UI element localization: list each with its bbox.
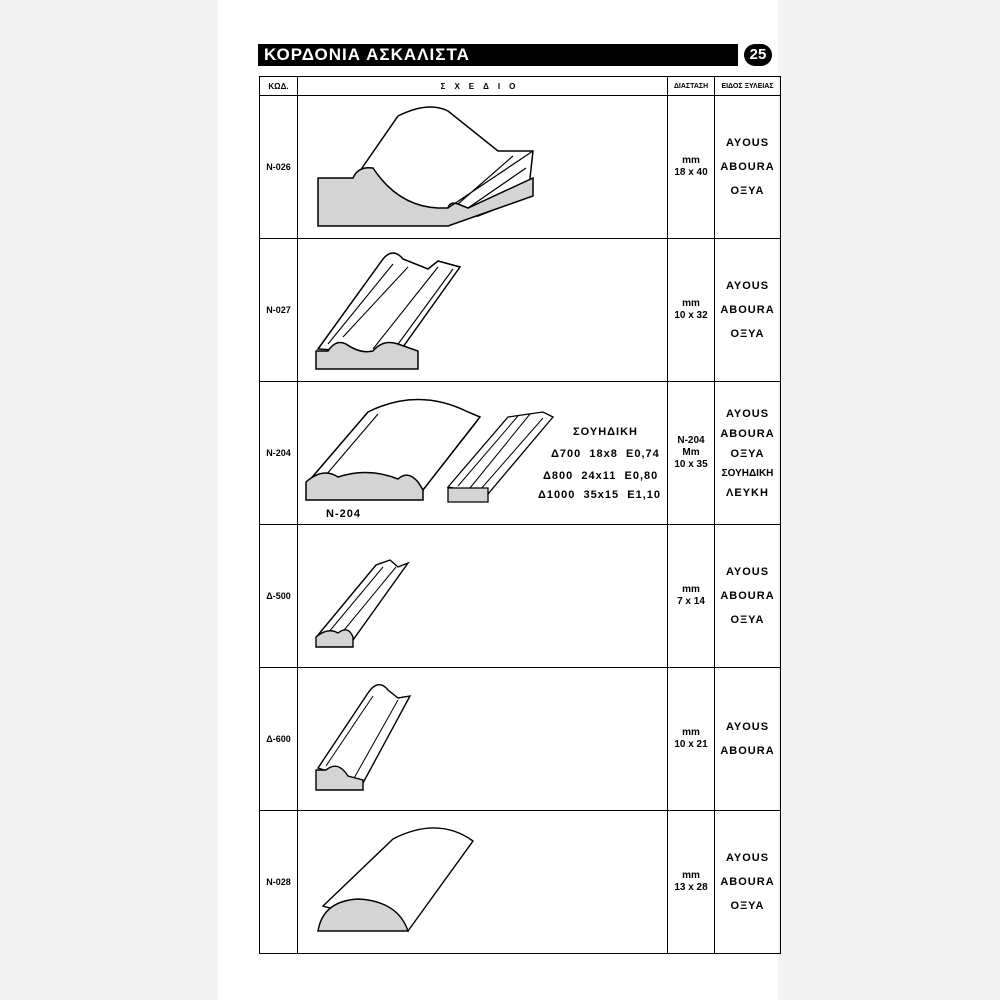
profile-drawing-cell (298, 811, 668, 954)
column-header-code: ΚΩΔ. (260, 77, 298, 96)
wood-type: AYOUS (725, 566, 770, 578)
table-row (260, 668, 781, 811)
dimension-cell (668, 239, 715, 382)
wood-cell (715, 382, 781, 525)
spec-row (551, 448, 660, 460)
wood-type: ABOURA (720, 427, 775, 440)
table-row (260, 96, 781, 239)
table-header-row (260, 77, 781, 96)
wood-cell (715, 668, 781, 811)
product-code: Δ-500 (260, 525, 298, 668)
wood-type: AYOUS (725, 137, 770, 149)
wood-type: ABOURA (720, 590, 775, 602)
dimension-value: 13 x 28 (674, 882, 708, 893)
spec-price: E0,80 (624, 470, 659, 482)
wood-type: ΣΟΥΗΔΙΚΗ (721, 467, 774, 479)
dimension-value: 7 x 14 (677, 596, 705, 607)
page-number-badge: 25 (744, 44, 772, 66)
dimension-unit: mm (682, 155, 700, 166)
wood-type: ΟΞΥΑ (730, 447, 765, 460)
dimension-value: 10 x 21 (674, 739, 708, 750)
spec-row (543, 470, 658, 482)
dimension-unit: mm (682, 298, 700, 309)
profile-drawing-cell (298, 525, 668, 668)
wood-type: ABOURA (720, 876, 775, 888)
spec-size: 35x15 (583, 489, 620, 501)
wood-type: ΟΞΥΑ (730, 900, 765, 912)
wood-cell (715, 239, 781, 382)
wood-cell (715, 96, 781, 239)
profile-drawing-cell (298, 239, 668, 382)
spec-price: E1,10 (627, 489, 661, 501)
table-row (260, 811, 781, 954)
spec-size: 24x11 (581, 470, 617, 482)
profile-drawing-n027 (298, 239, 668, 381)
product-code: N-027 (260, 239, 298, 382)
product-code: Δ-600 (260, 668, 298, 811)
drawing-label: N-204 (326, 508, 361, 520)
column-header-design: ΣΧΕΔΙΟ (298, 77, 668, 96)
spec-price: E0,74 (626, 448, 660, 460)
dimension-unit-2: Mm (682, 447, 700, 458)
profile-drawing-d600 (298, 668, 668, 810)
profile-drawing-n026 (298, 96, 668, 238)
wood-cell (715, 811, 781, 954)
dimension-cell (668, 382, 715, 525)
column-header-dimension: ΔΙΑΣΤΑΣΗ (668, 77, 715, 96)
profile-drawing-cell (298, 382, 668, 525)
profile-drawing-d500 (298, 525, 668, 667)
table-row (260, 382, 781, 525)
product-code: N-028 (260, 811, 298, 954)
dimension-value: 10 x 32 (674, 310, 708, 321)
dimension-unit: mm (682, 584, 700, 595)
table-row (260, 239, 781, 382)
product-table (259, 76, 781, 954)
wood-type: ΟΞΥΑ (730, 328, 765, 340)
spec-code: Δ700 (551, 448, 582, 460)
product-code: N-204 (260, 382, 298, 525)
dimension-cell (668, 96, 715, 239)
spec-row (538, 489, 661, 501)
product-code: N-026 (260, 96, 298, 239)
spec-code: Δ1000 (538, 489, 576, 501)
dimension-unit: N-204 (677, 435, 705, 446)
profile-drawing-n028 (298, 811, 668, 953)
wood-type: ABOURA (720, 161, 775, 173)
table-row (260, 525, 781, 668)
wood-type: AYOUS (725, 721, 770, 733)
wood-type: ABOURA (720, 304, 775, 316)
wood-type: ΟΞΥΑ (730, 614, 765, 626)
spec-code: Δ800 (543, 470, 574, 482)
wood-type: ΟΞΥΑ (730, 185, 765, 197)
wood-type: ABOURA (720, 745, 775, 757)
dimension-unit: mm (682, 870, 700, 881)
wood-type: ΛΕΥΚΗ (726, 486, 769, 499)
wood-type: AYOUS (725, 407, 770, 420)
dimension-value: 10 x 35 (674, 459, 708, 470)
page-title: ΚΟΡΔΟΝΙΑ ΑΣΚΑΛΙΣΤΑ (258, 44, 738, 66)
spec-title: ΣΟΥΗΔΙΚΗ (573, 426, 638, 438)
dimension-unit: mm (682, 727, 700, 738)
dimension-cell (668, 525, 715, 668)
wood-type: AYOUS (725, 280, 770, 292)
dimension-cell (668, 811, 715, 954)
profile-drawing-cell (298, 668, 668, 811)
wood-type: AYOUS (725, 852, 770, 864)
spec-size: 18x8 (589, 448, 618, 460)
dimension-value: 18 x 40 (674, 167, 708, 178)
column-header-wood: ΕΙΔΟΣ ΞΥΛΕΙΑΣ (715, 77, 781, 96)
dimension-cell (668, 668, 715, 811)
profile-drawing-cell (298, 96, 668, 239)
wood-cell (715, 525, 781, 668)
